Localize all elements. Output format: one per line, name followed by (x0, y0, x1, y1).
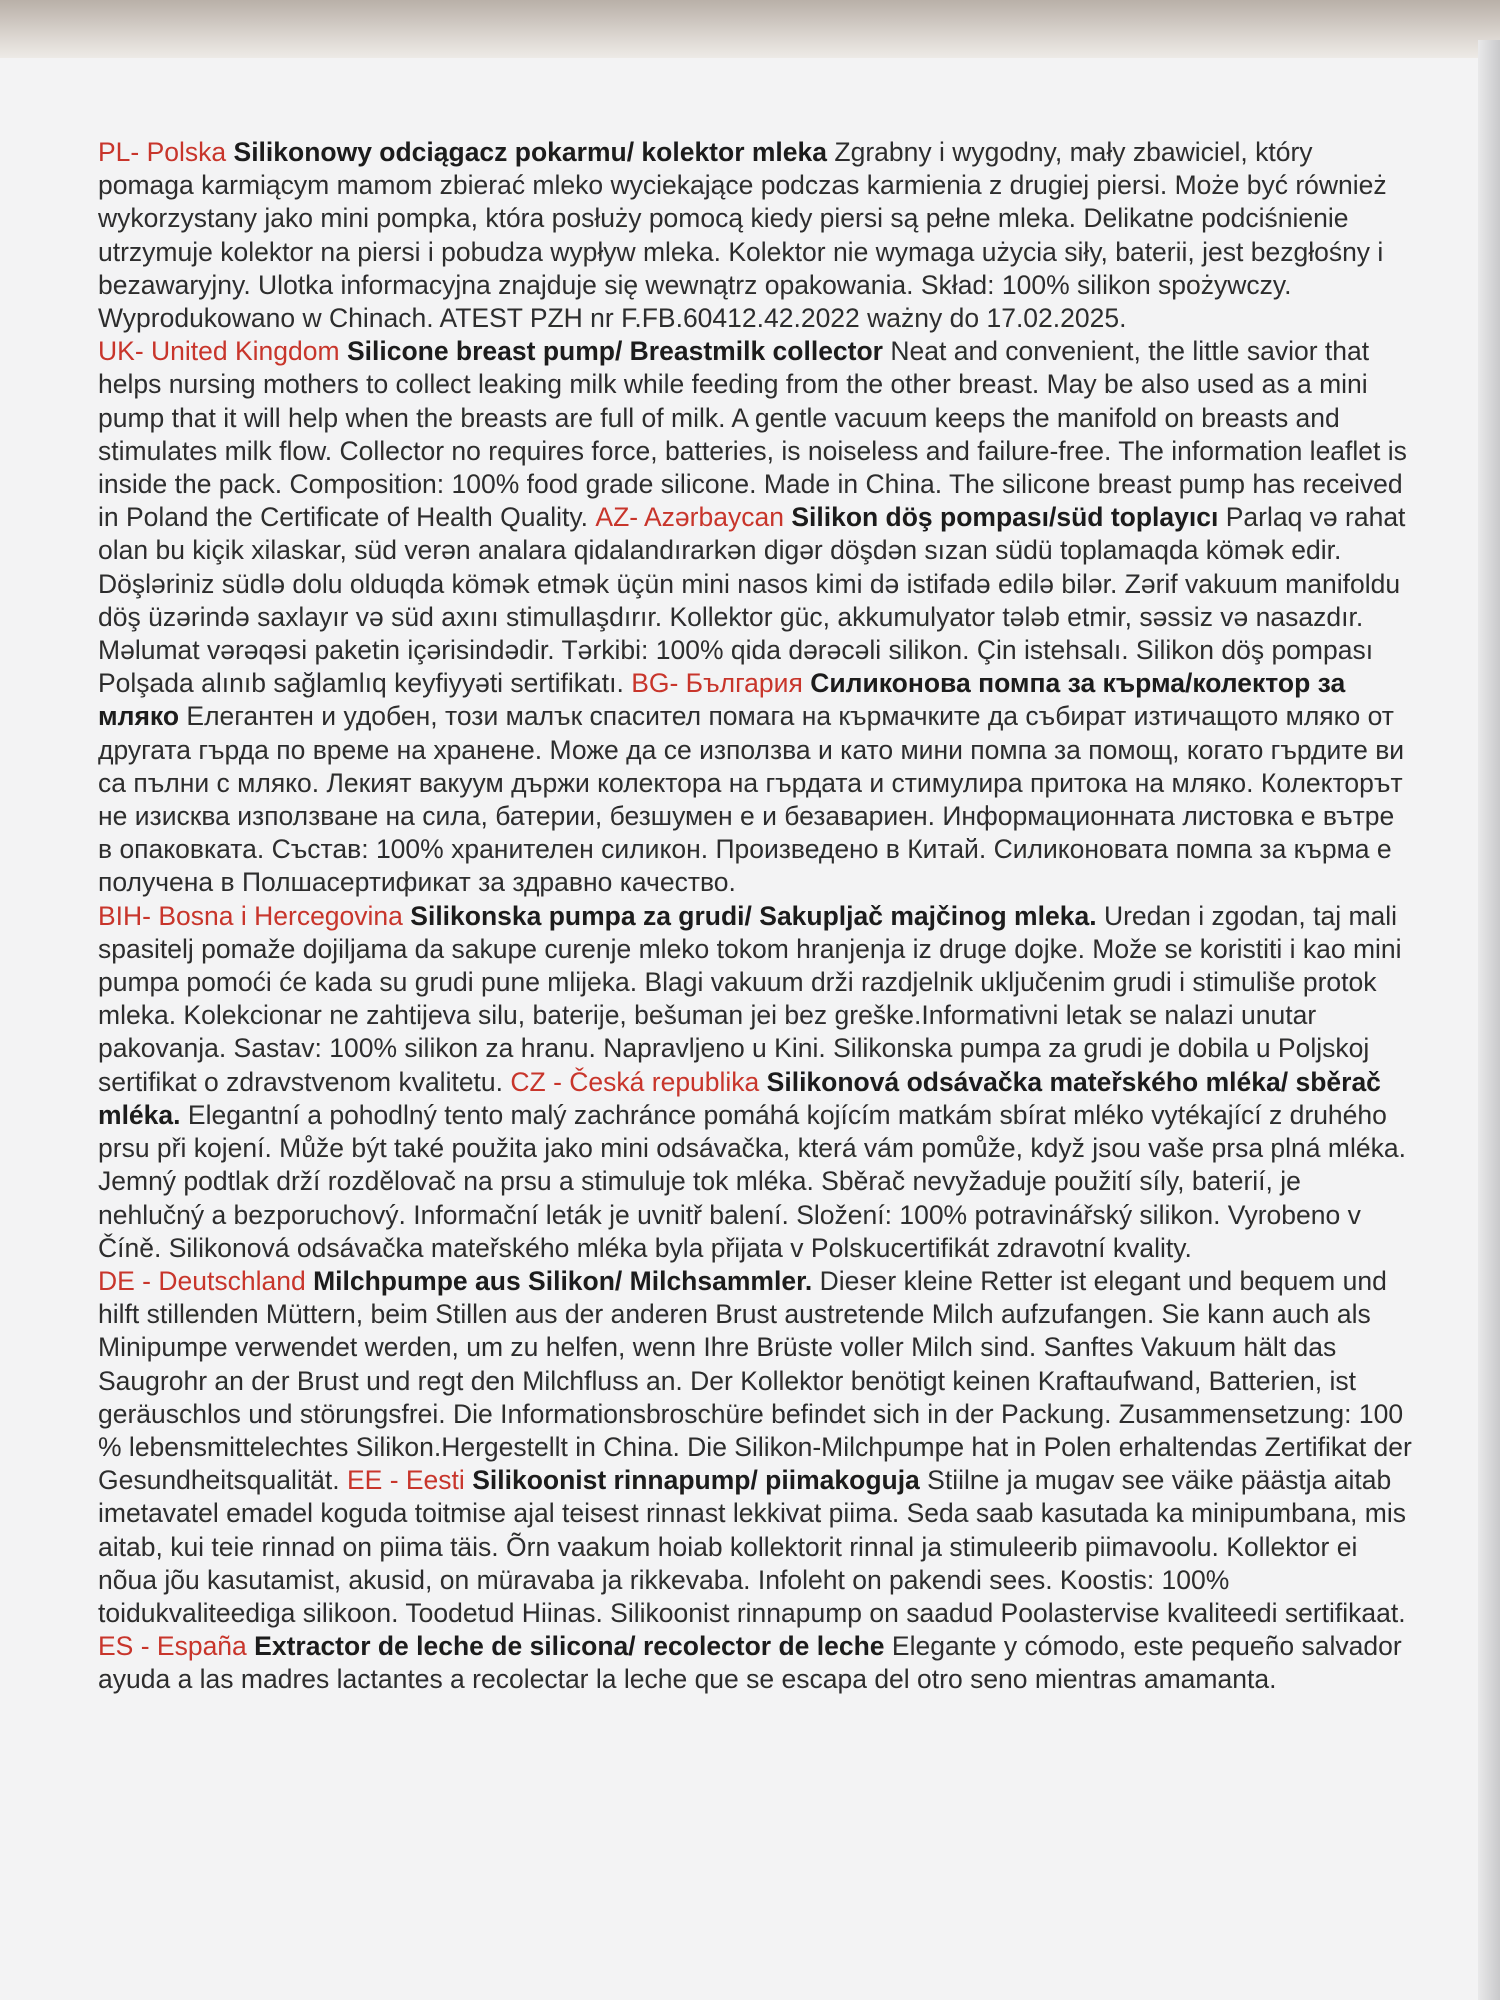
language-label: UK- United Kingdom (98, 336, 340, 367)
section-body: Elegantní a pohodlný tento malý zachránce pomáhá kojícím matkám sbírat mléko vytékající z druhého prsu při kojení. Může být také použita jako mini odsávačka, která vám pomůže, když jsou vaše prsa plná mléka. Jemný podtlak drží rozdělovač na prsu a stimuluje tok mléka. Sběrač nevyžaduje použití síly, baterií, je nehlučný a bezporuchový. Informační leták je uvnitř balení. Složení: 100% potravinářský silikon. Vyrobeno v Číně. Silikonová odsávačka mateřského mléka byla přijata v Polskucertifikát zdravotní kvality. (98, 1099, 1406, 1263)
language-label: PL- Polska (98, 137, 227, 167)
language-label: ES - España (98, 1631, 247, 1662)
section-de (98, 1266, 1412, 1495)
section-body: Parlaq və rahat olan bu kiçik xilaskar, süd verən analara qidalandırarkən digər döşdən sızan südü toplamaqda kömək edir. Döşləriniz südlə dolu olduqda kömək etmək üçün mini nasos kimi də istifadə edilə bilər. Zərif vakuum manifoldu döş üzərində saxlayır və süd axını stimullaşdırır. Kollektor güc, akkumulyator tələb etmir, səssiz və nasazdır. Məlumat vərəqəsi paketin içərisindədir. Tərkibi: 100% qida dərəcəli silikon. Çin istehsalı. Silikon döş pompası Polşada alınıb sağlamlıq keyfiyyəti sertifikatı. (98, 502, 1406, 699)
section-body: Dieser kleine Retter ist elegant und bequem und hilft stillenden Müttern, beim Stillen aus der anderen Brust austretende Milch aufzufangen. Sie kann auch als Minipumpe verwendet werden, um zu helfen, wenn Ihre Brüste voller Milch sind. Sanftes Vakuum hält das Saugrohr an der Brust und regt den Milchfluss an. Der Kollektor benötigt keinen Kraftaufwand, Batterien, ist geräuschlos und störungsfrei. Die Informationsbroschüre befindet sich in der Packung. Zusammensetzung: 100 % lebensmittelechtes Silikon.Hergestellt in China. Die Silikon-Milchpumpe hat in Polen erhaltendas Zertifikat der Gesundheitsqualität. (98, 1265, 1412, 1496)
section-bg (98, 668, 1404, 897)
product-name: Silikonová odsávačka mateřského mléka/ sběrač mléka. (98, 1066, 1381, 1130)
package-panel (0, 58, 1478, 2000)
product-name: Силиконова помпа за кърма/колектор за мляко (98, 668, 1346, 732)
section-body: Uredan i zgodan, taj mali spasitelj pomaže dojiljama da sakupe curenje mleko tokom hranjenja iz druge dojke. Može se koristiti i kao mini pumpa pomoći će kada su grudi pune mlijeka. Blagi vakuum drži razdjelnik uključenim grudi i stimuliše protok mleka. Kolekcionar ne zahtijeva silu, baterije, bešuman jei bez greške.Informativni letak se nalazi unutar pakovanja. Sastav: 100% silikon za hranu. Napravljeno u Kini. Silikonska pumpa za grudi je dobila u Poljskoj sertifikat o zdravstvenom kvalitetu. (98, 900, 1402, 1097)
product-name: Silikonowy odciągacz pokarmu/ kolektor mleka (233, 137, 828, 167)
product-name: Silicone breast pump/ Breastmilk collector (346, 336, 883, 367)
language-label: BIH- Bosna i Hercegovina (98, 900, 403, 931)
box-side-edge (1478, 40, 1500, 2000)
language-label: AZ- Azərbaycan (595, 502, 784, 533)
multilingual-description (98, 136, 1413, 1697)
product-name: Silikon döş pompası/süd toplayıcı (791, 502, 1219, 533)
section-body: Neat and convenient, the little savior that helps nursing mothers to collect leaking milk while feeding from the other breast. May be also used as a mini pump that it will help when the breasts are full of milk. A gentle vacuum keeps the manifold on breasts and stimulates milk flow. Collector no requires force, batteries, is noiseless and failure-free. The information leaflet is inside the pack. Composition: 100% food grade silicone. Made in China. The silicone breast pump has received in Poland the Certificate of Health Quality. (98, 336, 1407, 533)
product-name: Extractor de leche de silicona/ recolector de leche (254, 1631, 885, 1662)
language-label: BG- България (631, 668, 803, 699)
product-name: Milchpumpe aus Silikon/ Milchsammler. (313, 1265, 813, 1296)
section-pl (98, 137, 1387, 333)
product-name: Silikonska pumpa za grudi/ Sakupljač majčinog mleka. (410, 900, 1097, 931)
section-body: Елегантен и удобен, този малък спасител помага на кърмачките да събират изтичащото мляко от другата гърда по време на хранене. Може да се използва и като мини помпа за помощ, когато гърдите ви са пълни с мляко. Лекият вакуум държи колектора на гърдата и стимулира притока на мляко. Колекторът не изисква използване на сила, батерии, безшумен е и безавариен. Информационната листовка е вътре в опаковката. Състав: 100% хранителен силикон. Произведено в Китай. Силиконовата помпа за кърма е получена в Полшасертификат за здравно качество. (98, 701, 1405, 898)
language-label: EE - Eesti (346, 1465, 465, 1496)
language-label: CZ - Česká republika (510, 1066, 760, 1097)
section-es (98, 1631, 1402, 1694)
section-body: Stiilne ja mugav see väike päästja aitab imetavatel emadel koguda toitmise ajal teisest rinnast lekkivat piima. Seda saab kasutada ka minipumbana, mis aitab, kui teie rinnad on piima täis. Õrn vaakum hoiab kollektorit rinnal ja stimuleerib piimavoolu. Kollektor ei nõua jõu kasutamist, akusid, on müravaba ja rikkevaba. Infoleht on pakendi sees. Koostis: 100% toidukvaliteediga silikoon. Toodetud Hiinas. Silikoonist rinnapump on saadud Poolastervise kvaliteedi sertifikaat. (98, 1465, 1406, 1628)
box-top-edge (0, 0, 1500, 62)
product-name: Silikoonist rinnapump/ piimakoguja (472, 1465, 920, 1496)
section-body: Elegante y cómodo, este pequeño salvador ayuda a las madres lactantes a recolectar la leche que se escapa del otro seno mientras amamanta. (98, 1631, 1402, 1695)
section-body: Zgrabny i wygodny, mały zbawiciel, który pomaga karmiącym mamom zbierać mleko wyciekające podczas karmienia z drugiej piersi. Może być również wykorzystany jako mini pompka, która posłuży pomocą kiedy piersi są pełne mleka. Delikatne podciśnienie utrzymuje kolektor na piersi i pobudza wypływ mleka. Kolektor nie wymaga użycia siły, baterii, jest bezgłośny i bezawaryjny. Ulotka informacyjna znajduje się wewnątrz opakowania. Skład: 100% silikon spożywczy. Wyprodukowano w Chinach. ATEST PZH nr F.FB.60412.42.2022 ważny do 17.02.2025. (98, 137, 1387, 334)
language-label: DE - Deutschland (98, 1265, 306, 1296)
